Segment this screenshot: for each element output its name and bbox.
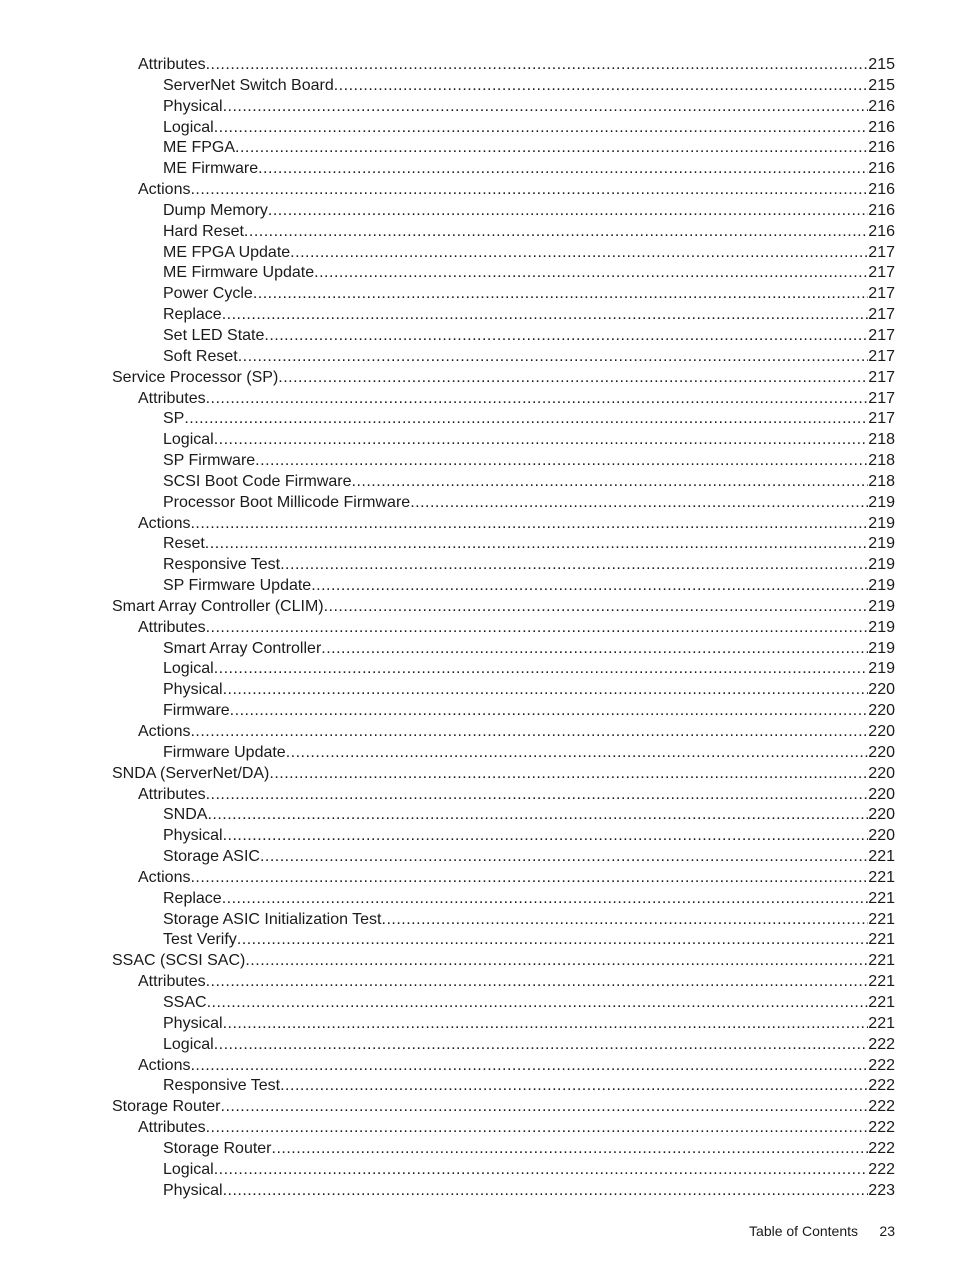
toc-dot-leader <box>280 1076 868 1097</box>
toc-entry[interactable] <box>112 1097 895 1118</box>
toc-entry-page: 216 <box>868 160 895 178</box>
toc-entry-title: SSAC <box>163 993 207 1011</box>
toc-entry[interactable] <box>163 680 895 701</box>
toc-entry-title: Physical <box>163 1014 223 1032</box>
toc-dot-leader <box>238 347 869 368</box>
toc-dot-leader <box>214 430 869 451</box>
toc-entry-page: 217 <box>868 389 895 407</box>
toc-dot-leader <box>255 451 868 472</box>
toc-dot-leader <box>230 701 869 722</box>
toc-entry-title: Logical <box>163 1035 214 1053</box>
toc-entry[interactable] <box>138 180 895 201</box>
toc-entry-title: Actions <box>138 514 191 532</box>
toc-entry[interactable] <box>163 76 895 97</box>
toc-dot-leader <box>258 159 868 180</box>
toc-entry-page: 222 <box>868 1098 895 1116</box>
toc-dot-leader <box>206 1118 869 1139</box>
toc-entry-title: Logical <box>163 660 214 678</box>
toc-entry-title: Test Verify <box>163 931 237 949</box>
toc-entry-title: Attributes <box>138 389 206 407</box>
toc-entry-title: Storage Router <box>163 1139 272 1157</box>
toc-entry-page: 217 <box>868 347 895 365</box>
toc-entry[interactable] <box>163 1035 895 1056</box>
toc-entry-page: 217 <box>868 264 895 282</box>
toc-entry-page: 221 <box>868 868 895 886</box>
toc-dot-leader <box>223 680 869 701</box>
toc-dot-leader <box>190 514 868 535</box>
toc-entry-title: SSAC (SCSI SAC) <box>112 952 246 970</box>
toc-entry-title: Physical <box>163 827 223 845</box>
toc-dot-leader <box>244 222 868 243</box>
toc-dot-leader <box>214 118 869 139</box>
toc-entry-page: 222 <box>868 1056 895 1074</box>
toc-entry[interactable] <box>112 764 895 785</box>
toc-entry-page: 222 <box>868 1139 895 1157</box>
toc-entry-page: 217 <box>868 368 895 386</box>
footer-label: Table of Contents <box>749 1223 858 1239</box>
toc-entry-page: 219 <box>868 577 895 595</box>
toc-entry-title: Reset <box>163 535 205 553</box>
toc-dot-leader <box>352 472 869 493</box>
toc-entry-page: 219 <box>868 514 895 532</box>
toc-dot-leader <box>272 1139 869 1160</box>
toc-dot-leader <box>184 409 868 430</box>
footer-page-number: 23 <box>879 1223 895 1239</box>
toc-dot-leader <box>269 764 868 785</box>
toc-entry[interactable] <box>163 1160 895 1181</box>
toc-entry-title: Logical <box>163 118 214 136</box>
toc-entry[interactable] <box>163 805 895 826</box>
toc-entry-title: Attributes <box>138 1119 206 1137</box>
toc-dot-leader <box>278 368 868 389</box>
toc-entry-page: 216 <box>868 118 895 136</box>
toc-entry-title: ME FPGA Update <box>163 243 291 261</box>
toc-entry[interactable] <box>163 1181 895 1202</box>
toc-entry[interactable] <box>138 1056 895 1077</box>
toc-entry[interactable] <box>163 326 895 347</box>
toc-entry-title: Physical <box>163 681 223 699</box>
toc-entry[interactable] <box>163 305 895 326</box>
toc-entry-page: 216 <box>868 97 895 115</box>
toc-entry-page: 220 <box>868 806 895 824</box>
toc-dot-leader <box>260 847 868 868</box>
toc-dot-leader <box>207 805 868 826</box>
toc-entry[interactable] <box>112 951 895 972</box>
toc-dot-leader <box>324 597 869 618</box>
toc-entry-page: 221 <box>868 910 895 928</box>
toc-entry-title: Set LED State <box>163 326 265 344</box>
toc-entry[interactable] <box>138 389 895 410</box>
toc-entry-page: 220 <box>868 702 895 720</box>
toc-dot-leader <box>190 180 868 201</box>
toc-dot-leader <box>206 972 869 993</box>
toc-dot-leader <box>205 534 869 555</box>
toc-entry[interactable] <box>163 555 895 576</box>
toc-entry-title: Replace <box>163 306 222 324</box>
toc-entry-title: Power Cycle <box>163 285 253 303</box>
toc-entry-page: 218 <box>868 452 895 470</box>
toc-entry-title: Attributes <box>138 973 206 991</box>
toc-entry-page: 219 <box>868 597 895 615</box>
toc-entry[interactable] <box>163 930 895 951</box>
toc-entry-title: Responsive Test <box>163 1077 281 1095</box>
toc-dot-leader <box>206 618 869 639</box>
toc-dot-leader <box>214 1160 869 1181</box>
toc-entry[interactable] <box>163 347 895 368</box>
toc-dot-leader <box>223 1181 869 1202</box>
toc-entry-page: 217 <box>868 410 895 428</box>
toc-entry-page: 220 <box>868 743 895 761</box>
toc-dot-leader <box>237 930 868 951</box>
toc-entry[interactable] <box>163 409 895 430</box>
toc-entry-title: Logical <box>163 1160 214 1178</box>
toc-dot-leader <box>223 1014 869 1035</box>
toc-entry-title: Soft Reset <box>163 347 238 365</box>
toc-entry[interactable] <box>138 1118 895 1139</box>
toc-dot-leader <box>286 743 869 764</box>
toc-entry-title: ME FPGA <box>163 139 236 157</box>
toc-entry[interactable] <box>163 534 895 555</box>
toc-entry[interactable] <box>163 826 895 847</box>
toc-entry-title: SNDA (ServerNet/DA) <box>112 764 270 782</box>
toc-entry-page: 222 <box>868 1035 895 1053</box>
toc-entry[interactable] <box>138 514 895 535</box>
toc-entry-page: 219 <box>868 660 895 678</box>
toc-entry-title: Hard Reset <box>163 222 244 240</box>
toc-entry-page: 222 <box>868 1160 895 1178</box>
toc-entry-page: 221 <box>868 848 895 866</box>
toc-entry-title: Physical <box>163 1181 223 1199</box>
toc-entry-page: 216 <box>868 181 895 199</box>
toc-dot-leader <box>410 493 868 514</box>
toc-entry-title: Firmware <box>163 702 230 720</box>
toc-entry-page: 217 <box>868 326 895 344</box>
toc-dot-leader <box>253 284 868 305</box>
toc-entry-page: 218 <box>868 472 895 490</box>
toc-dot-leader <box>245 951 868 972</box>
toc-entry[interactable] <box>163 743 895 764</box>
toc-entry[interactable] <box>163 993 895 1014</box>
toc-dot-leader <box>314 263 868 284</box>
toc-entry[interactable] <box>163 451 895 472</box>
toc-entry-page: 215 <box>868 76 895 94</box>
toc-entry-page: 216 <box>868 222 895 240</box>
toc-entry-page: 217 <box>868 243 895 261</box>
toc-entry-title: Storage ASIC Initialization Test <box>163 910 382 928</box>
toc-entry-page: 219 <box>868 639 895 657</box>
toc-entry-page: 221 <box>868 952 895 970</box>
toc-dot-leader <box>311 576 868 597</box>
toc-entry-title: Smart Array Controller (CLIM) <box>112 597 324 615</box>
toc-entry-title: SNDA <box>163 806 208 824</box>
toc-entry-page: 222 <box>868 1077 895 1095</box>
toc-entry-page: 219 <box>868 535 895 553</box>
toc-entry[interactable] <box>138 55 895 76</box>
toc-entry-title: Service Processor (SP) <box>112 368 279 386</box>
toc-entry-title: Actions <box>138 181 191 199</box>
toc-entry-title: Logical <box>163 431 214 449</box>
toc-dot-leader <box>206 55 869 76</box>
toc-entry[interactable] <box>163 910 895 931</box>
toc-dot-leader <box>334 76 869 97</box>
toc-entry-title: Actions <box>138 868 191 886</box>
toc-entry[interactable] <box>163 222 895 243</box>
toc-dot-leader <box>206 785 869 806</box>
toc-entry-page: 223 <box>868 1181 895 1199</box>
toc-entry[interactable] <box>138 785 895 806</box>
toc-entry[interactable] <box>163 493 895 514</box>
toc-entry-page: 220 <box>868 827 895 845</box>
toc-dot-leader <box>222 305 869 326</box>
toc-entry[interactable] <box>163 472 895 493</box>
toc-entry-title: SP Firmware <box>163 452 256 470</box>
toc-dot-leader <box>214 1035 869 1056</box>
toc-entry-title: SCSI Boot Code Firmware <box>163 472 352 490</box>
toc-entry-title: Attributes <box>138 785 206 803</box>
toc-entry[interactable] <box>163 639 895 660</box>
toc-entry[interactable] <box>163 701 895 722</box>
toc-entry-title: SP Firmware Update <box>163 577 312 595</box>
toc-entry-title: Replace <box>163 889 222 907</box>
toc-entry-page: 220 <box>868 681 895 699</box>
toc-dot-leader <box>290 243 868 264</box>
toc-dot-leader <box>223 826 869 847</box>
toc-entry-page: 217 <box>868 285 895 303</box>
toc-entry-page: 215 <box>868 56 895 73</box>
toc-entry-title: Actions <box>138 723 191 740</box>
toc-entry-page: 216 <box>868 139 895 157</box>
toc-entry[interactable] <box>163 889 895 910</box>
toc-dot-leader <box>190 1056 868 1077</box>
toc-entry-page: 219 <box>868 493 895 511</box>
toc-entry-title: ServerNet Switch Board <box>163 76 334 94</box>
toc-dot-leader <box>221 1097 869 1118</box>
toc-entry-title: Smart Array Controller <box>163 639 322 657</box>
toc-entry[interactable] <box>112 597 895 618</box>
toc-dot-leader <box>223 97 869 118</box>
toc-entry[interactable] <box>163 1076 895 1097</box>
toc-entry[interactable] <box>163 847 895 868</box>
toc-entry-title: Storage Router <box>112 1098 221 1116</box>
toc-entry-page: 221 <box>868 1014 895 1032</box>
toc-dot-leader <box>264 326 868 347</box>
toc-entry-title: Actions <box>138 1056 191 1074</box>
toc-entry-page: 222 <box>868 1119 895 1137</box>
toc-entry[interactable] <box>163 97 895 118</box>
toc-entry[interactable] <box>163 1014 895 1035</box>
toc-entry-page: 220 <box>868 723 895 740</box>
toc-entry-title: ME Firmware Update <box>163 264 315 282</box>
toc-dot-leader <box>222 889 869 910</box>
toc-dot-leader <box>235 138 868 159</box>
toc-entry[interactable] <box>163 576 895 597</box>
toc-entry[interactable] <box>163 659 895 680</box>
toc-entry-title: Dump Memory <box>163 201 268 219</box>
toc-entry-page: 220 <box>868 764 895 782</box>
toc-dot-leader <box>207 993 869 1014</box>
toc-entry-title: Storage ASIC <box>163 848 260 866</box>
toc-dot-leader <box>268 201 868 222</box>
toc-dot-leader <box>190 868 868 889</box>
toc-dot-leader <box>321 639 868 660</box>
toc-entry-page: 221 <box>868 931 895 949</box>
toc-entry[interactable] <box>163 263 895 284</box>
toc-entry[interactable] <box>163 138 895 159</box>
toc-entry-page: 216 <box>868 201 895 219</box>
toc-entry-title: Attributes <box>138 56 206 73</box>
toc-entry[interactable] <box>163 284 895 305</box>
toc-entry-title: Physical <box>163 97 223 115</box>
toc-entry[interactable] <box>138 618 895 639</box>
table-of-contents <box>0 55 954 1201</box>
toc-entry[interactable] <box>163 118 895 139</box>
toc-entry[interactable] <box>163 201 895 222</box>
toc-entry-title: SP <box>163 410 185 428</box>
toc-entry[interactable] <box>163 1139 895 1160</box>
toc-entry-page: 217 <box>868 306 895 324</box>
toc-dot-leader <box>190 722 868 743</box>
toc-entry[interactable] <box>163 430 895 451</box>
toc-entry-page: 221 <box>868 993 895 1011</box>
toc-entry-title: Attributes <box>138 618 206 636</box>
toc-entry-page: 219 <box>868 556 895 574</box>
toc-entry-page: 221 <box>868 973 895 991</box>
toc-entry-page: 220 <box>868 785 895 803</box>
toc-dot-leader <box>382 910 869 931</box>
toc-entry[interactable] <box>163 159 895 180</box>
toc-entry[interactable] <box>163 243 895 264</box>
toc-dot-leader <box>206 389 869 410</box>
toc-entry-page: 221 <box>868 889 895 907</box>
toc-entry[interactable] <box>138 972 895 993</box>
toc-dot-leader <box>214 659 869 680</box>
toc-entry[interactable] <box>138 868 895 889</box>
toc-entry-page: 219 <box>868 618 895 636</box>
toc-entry-title: Processor Boot Millicode Firmware <box>163 493 411 511</box>
toc-entry-title: Responsive Test <box>163 556 281 574</box>
toc-entry-page: 218 <box>868 431 895 449</box>
toc-entry[interactable] <box>138 722 895 743</box>
toc-entry-title: ME Firmware <box>163 160 259 178</box>
toc-entry[interactable] <box>112 368 895 389</box>
toc-entry-title: Firmware Update <box>163 743 286 761</box>
toc-dot-leader <box>280 555 868 576</box>
